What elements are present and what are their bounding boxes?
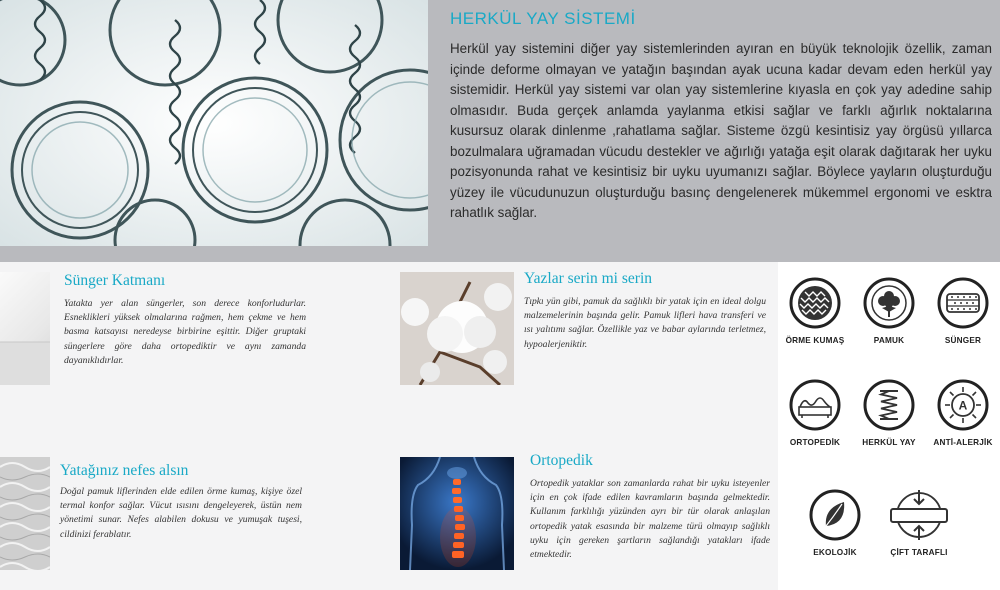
foam-layer-photo: [0, 272, 50, 385]
feature-yazlar-title: Yazlar serin mi serin: [524, 270, 652, 287]
feature-sunger-title: Sünger Katmanı: [64, 272, 166, 289]
features-panel: [0, 262, 778, 590]
knit-fabric-photo: [0, 457, 50, 570]
icon-pamuk: [852, 276, 926, 345]
hero-description: Herkül yay sistemini diğer yay sistemlerinden ayıran en büyük teknolojik özellik, zaman içinde deforme olmayan ve yatağın başından ayak ucuna kadar devam eden herkül yay sistemidir. Herkül yay sistemi var olan yay sistemlerine kıyasla en çok yay adedine sahip olmasıdır. Buda gerçek anlamda yaylanma etkisi sağlar ve farklı ağırlık noktalarına kusursuz olarak dinlenme ,rahatlama sağlar. Sisteme özgü kesintisiz yay örgüsü yıllarca bozulmalara uğramadan vücudu destekler ve ağırlığı yatağa eşit olarak dağıtarak her uyku pozisyonunda rahat ve kesintisiz bir uyku uyumanızı sağlar. Böylece yayların oluşturduğu yüzey ile vücudunuzun oluşturduğu basınç dengelenerek mükemmel ergonomi ve esktra rahatlık sağlar.: [450, 41, 992, 220]
icon-sunger: [926, 276, 1000, 345]
hero-section: [0, 0, 1000, 262]
feature-nefes-title: Yatağınız nefes alsın: [60, 462, 189, 479]
icon-label-sunger: SÜNGER: [944, 336, 982, 345]
icon-label-cift-tarafli: ÇİFT TARAFLI: [890, 548, 948, 557]
feature-icons-grid: [778, 262, 1000, 590]
anti-allergic-icon: [936, 378, 990, 432]
icon-label-pamuk: PAMUK: [873, 336, 905, 345]
icon-cift-tarafli: [882, 488, 956, 557]
icon-ekolojik: [798, 488, 872, 557]
spring-icon: [862, 378, 916, 432]
feature-nefes-text: Doğal pamuk liflerinden elde edilen örme kumaş, kişiye özel termal konfor sağlar. Vücut ısısını dengeleyerek, üstün nem yönetimi sunar. Nefes alabilen dokusu ve yumuşak tuşesi, cildinizi ferablatır.: [60, 486, 302, 540]
feature-yazlar-text: Tıpkı yün gibi, pamuk da sağlıklı bir yatak için en ideal dolgu malzemelerinin başında gelir. Pamuk lifleri hava transferi ve ısı yalıtımı sağlar. Özellikle yaz ve babar aylarında terletmez, hypoalerjeniktir.: [524, 296, 766, 350]
icon-anti-alerjik: [926, 378, 1000, 447]
feature-ortopedik: [398, 454, 778, 590]
leaf-icon: [808, 488, 862, 542]
icon-ortopedik: [778, 378, 852, 447]
hero-title: HERKÜL YAY SİSTEMİ: [450, 9, 636, 28]
knit-fabric-illustration: [0, 457, 50, 570]
double-sided-icon: [889, 488, 949, 542]
icon-label-orme-kumas: ÖRME KUMAŞ: [785, 336, 845, 345]
orthopedic-icon: [788, 378, 842, 432]
icon-label-ortopedik: ORTOPEDİK: [789, 438, 841, 447]
feature-yazlar: [398, 262, 778, 432]
feature-ortopedik-text: Ortopedik yataklar son zamanlarda rahat bir uyku isteyenler için en çok ifade edilen kavramların başında gelmektedir. Kullanım farklılığı yüzünden ayrı bir tür olarak anlaşılan ortopedik yatak esasında bir malzeme türü olmayıp sağlıklı uyku için gereken şartların sağlandığı yatakları ifade etmektedir.: [530, 478, 770, 561]
cotton-icon: [862, 276, 916, 330]
spine-photo: [400, 457, 514, 570]
foam-block-illustration: [0, 272, 50, 385]
icon-label-anti-alerjik: ANTİ-ALERJİK: [933, 438, 993, 447]
feature-nefes: [0, 454, 390, 590]
svg-text:A: A: [958, 398, 968, 413]
icon-label-ekolojik: EKOLOJİK: [813, 548, 857, 557]
foam-icon: [936, 276, 990, 330]
icon-orme-kumas: [778, 276, 852, 345]
spine-illustration: [400, 457, 514, 570]
knit-fabric-icon: [788, 276, 842, 330]
feature-ortopedik-title: Ortopedik: [530, 452, 593, 469]
spring-system-photo: [0, 0, 428, 246]
feature-sunger: [0, 262, 390, 432]
cotton-photo: [400, 272, 514, 385]
spring-coils-illustration: [0, 0, 428, 246]
icon-herkul-yay: [852, 378, 926, 447]
icon-label-herkul-yay: HERKÜL YAY: [862, 438, 916, 447]
feature-sunger-text: Yatakta yer alan süngerler, son derece konforludurlar. Esneklikleri yüksek olmalarına rağmen, hem çekme ve hem basma katsayısı neredeyse birbirine eşittir. Diğer gruptaki süngerlere göre daha ortopediktir ve aynı zamanda dayanıklıdırlar.: [64, 298, 306, 366]
cotton-illustration: [400, 272, 514, 385]
